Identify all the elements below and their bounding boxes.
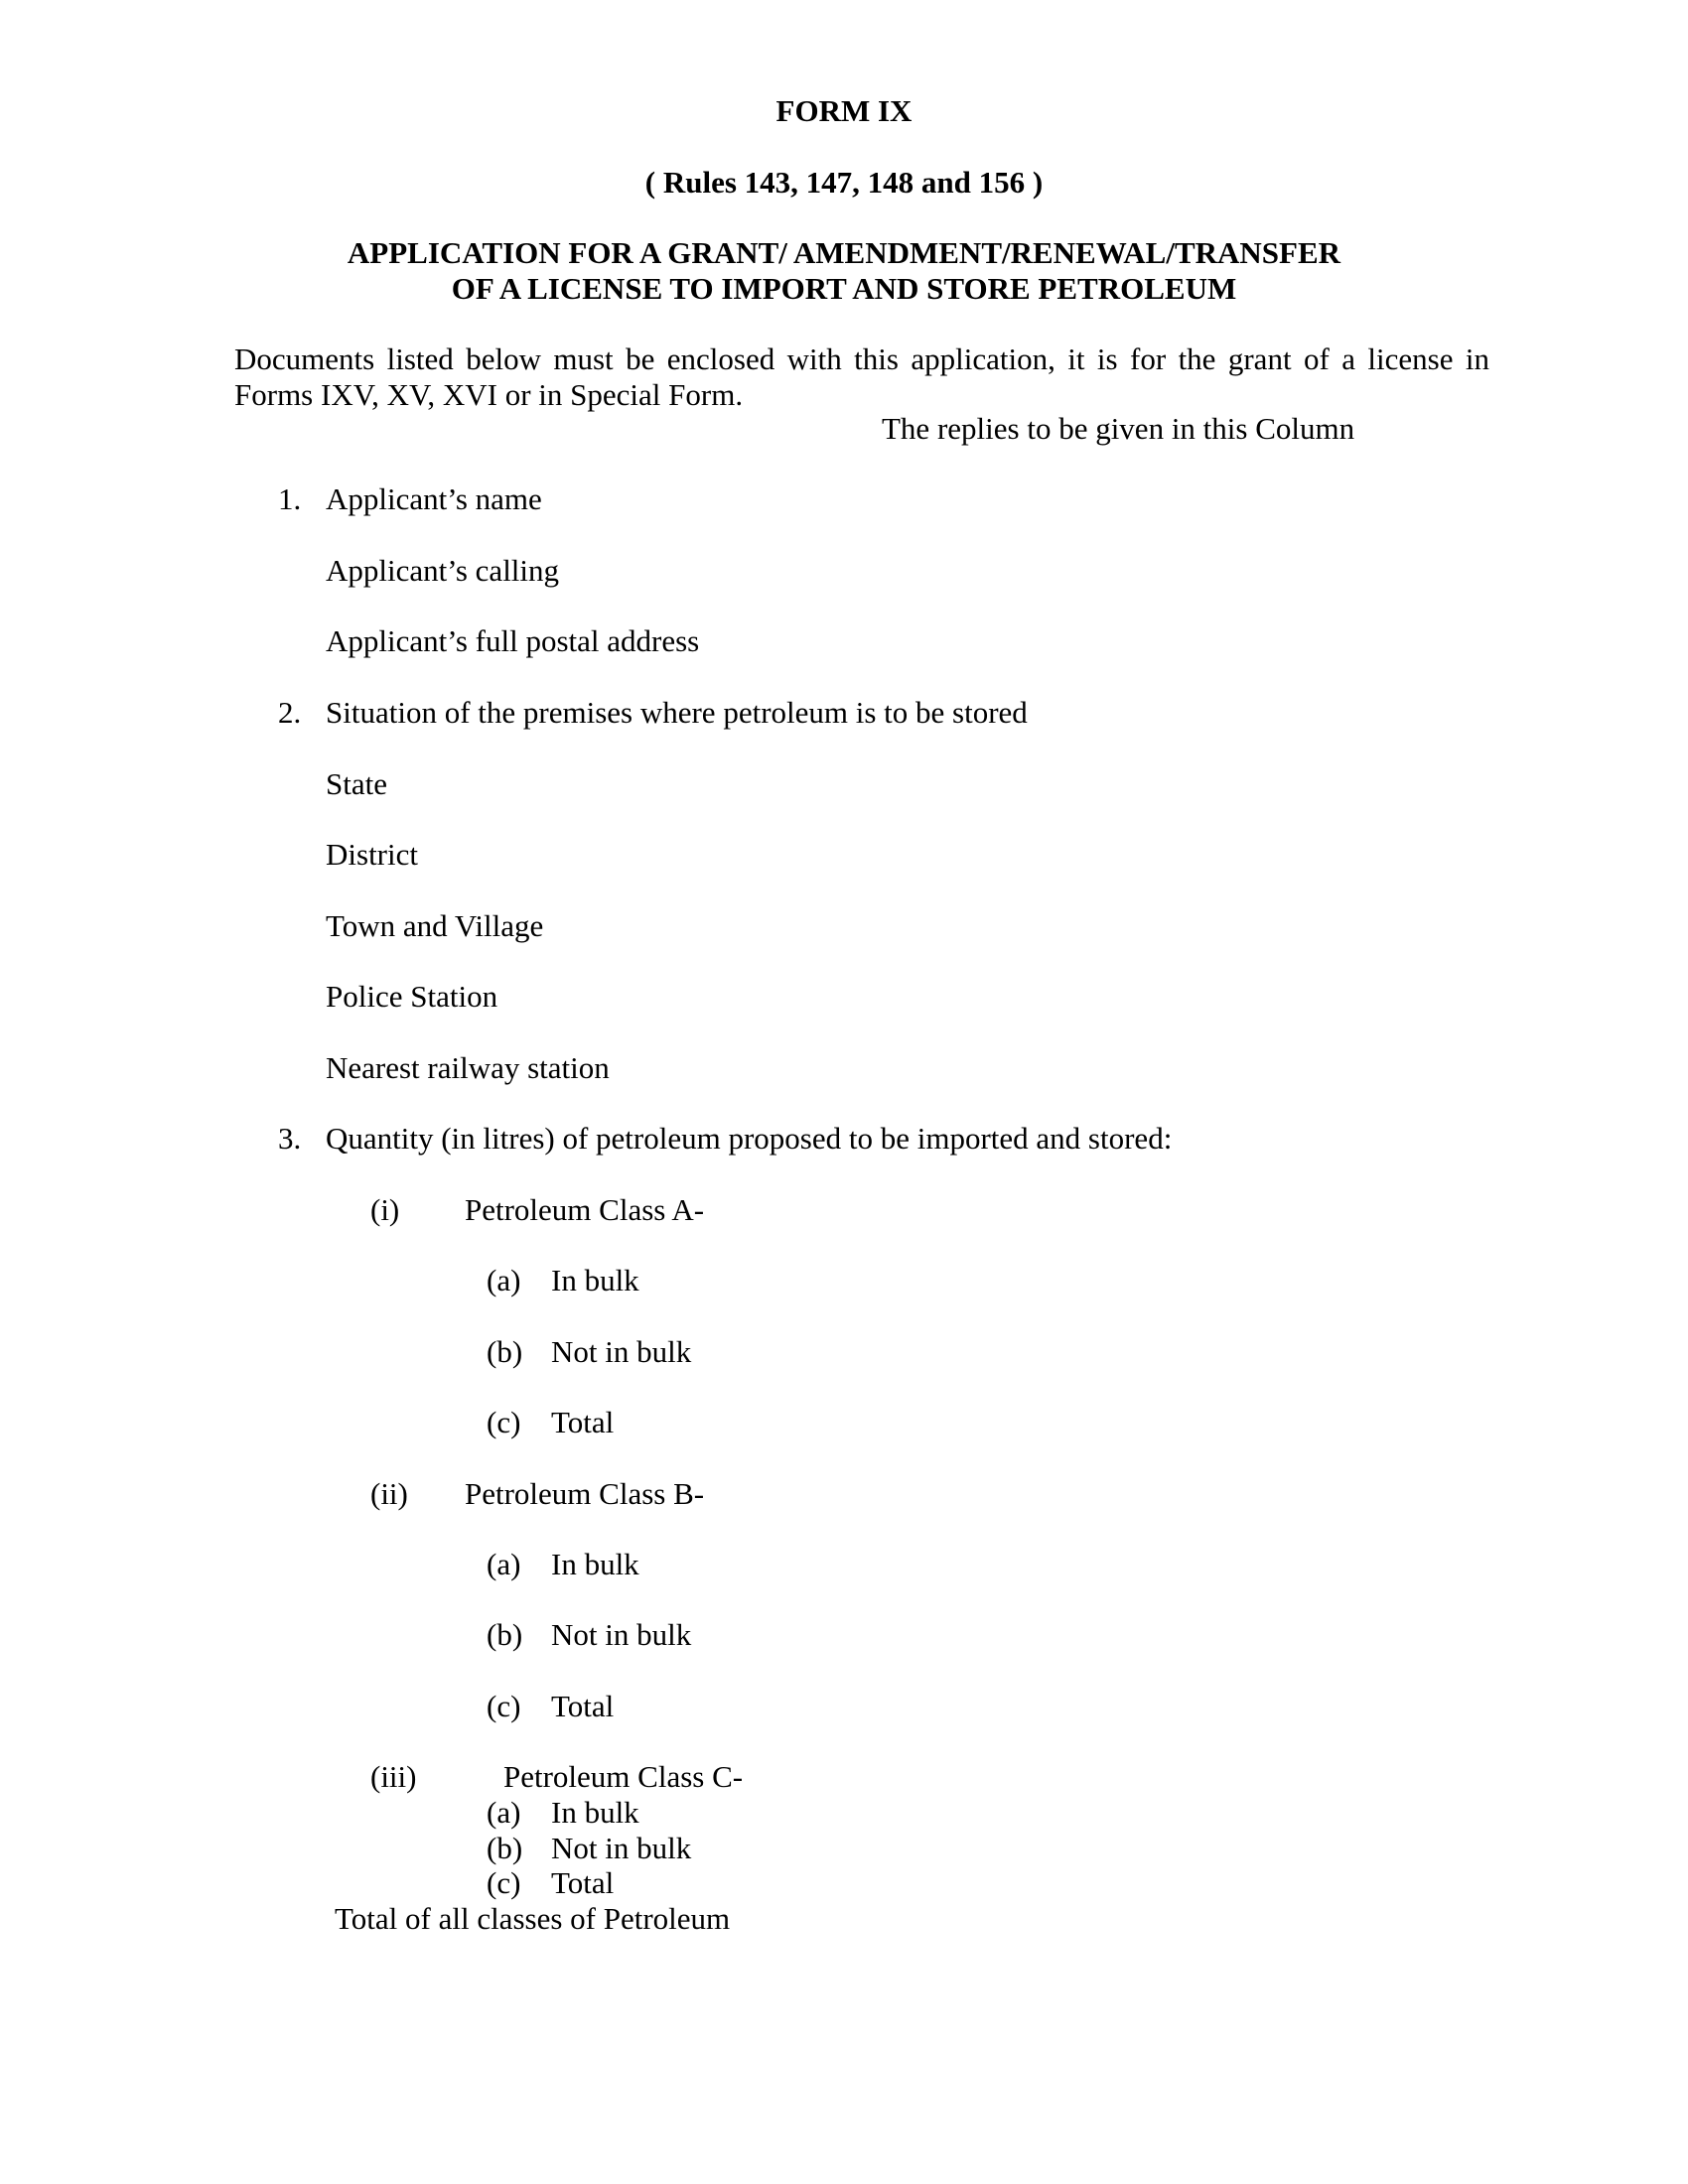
- intro-text: Documents listed below must be enclosed with this application, it is for the grant of a license in Forms IXV, XV, XVI or in Special Form.: [234, 341, 1489, 412]
- class-c-number: (iii): [370, 1759, 417, 1794]
- class-a-b-marker: (b): [487, 1334, 523, 1369]
- total-all-classes-label: Total of all classes of Petroleum: [335, 1901, 731, 1936]
- class-a-label: Petroleum Class A-: [465, 1192, 705, 1227]
- class-b-a-marker: (a): [487, 1547, 521, 1581]
- class-b-total: Total: [551, 1689, 615, 1723]
- form-title: FORM IX: [775, 93, 913, 128]
- applicant-name-label: Applicant’s name: [326, 481, 542, 516]
- heading-line-2: OF A LICENSE TO IMPORT AND STORE PETROLEUM: [451, 271, 1237, 306]
- class-c-total: Total: [551, 1865, 615, 1900]
- railway-station-label: Nearest railway station: [326, 1050, 610, 1085]
- class-c-a-marker: (a): [487, 1795, 521, 1830]
- class-a-a-marker: (a): [487, 1263, 521, 1297]
- applicant-address-label: Applicant’s full postal address: [326, 623, 700, 658]
- class-b-label: Petroleum Class B-: [465, 1476, 705, 1511]
- class-b-b-marker: (b): [487, 1617, 523, 1652]
- class-c-c-marker: (c): [487, 1865, 521, 1900]
- police-station-label: Police Station: [326, 979, 498, 1014]
- class-c-b-marker: (b): [487, 1831, 523, 1865]
- class-c-label: Petroleum Class C-: [503, 1759, 744, 1794]
- state-label: State: [326, 766, 387, 801]
- class-a-c-marker: (c): [487, 1405, 521, 1439]
- class-c-in-bulk: In bulk: [551, 1795, 639, 1830]
- class-a-total: Total: [551, 1405, 615, 1439]
- class-a-not-in-bulk: Not in bulk: [551, 1334, 692, 1369]
- premises-situation-label: Situation of the premises where petroleum is to be stored: [326, 695, 1028, 730]
- item-2-number: 2.: [278, 695, 302, 730]
- class-a-number: (i): [370, 1192, 400, 1227]
- heading-line-1: APPLICATION FOR A GRANT/ AMENDMENT/RENEWAL/TRANSFER: [347, 235, 1341, 270]
- class-b-in-bulk: In bulk: [551, 1547, 639, 1581]
- applicant-calling-label: Applicant’s calling: [326, 553, 560, 588]
- item-3-number: 3.: [278, 1121, 302, 1156]
- item-1-number: 1.: [278, 481, 302, 516]
- district-label: District: [326, 837, 418, 872]
- town-village-label: Town and Village: [326, 908, 544, 943]
- class-b-not-in-bulk: Not in bulk: [551, 1617, 692, 1652]
- quantity-label: Quantity (in litres) of petroleum proposed to be imported and stored:: [326, 1121, 1173, 1156]
- replies-column-label: The replies to be given in this Column: [882, 411, 1355, 446]
- rules-reference: ( Rules 143, 147, 148 and 156 ): [644, 165, 1044, 200]
- class-b-number: (ii): [370, 1476, 408, 1511]
- class-c-not-in-bulk: Not in bulk: [551, 1831, 692, 1865]
- class-b-c-marker: (c): [487, 1689, 521, 1723]
- class-a-in-bulk: In bulk: [551, 1263, 639, 1297]
